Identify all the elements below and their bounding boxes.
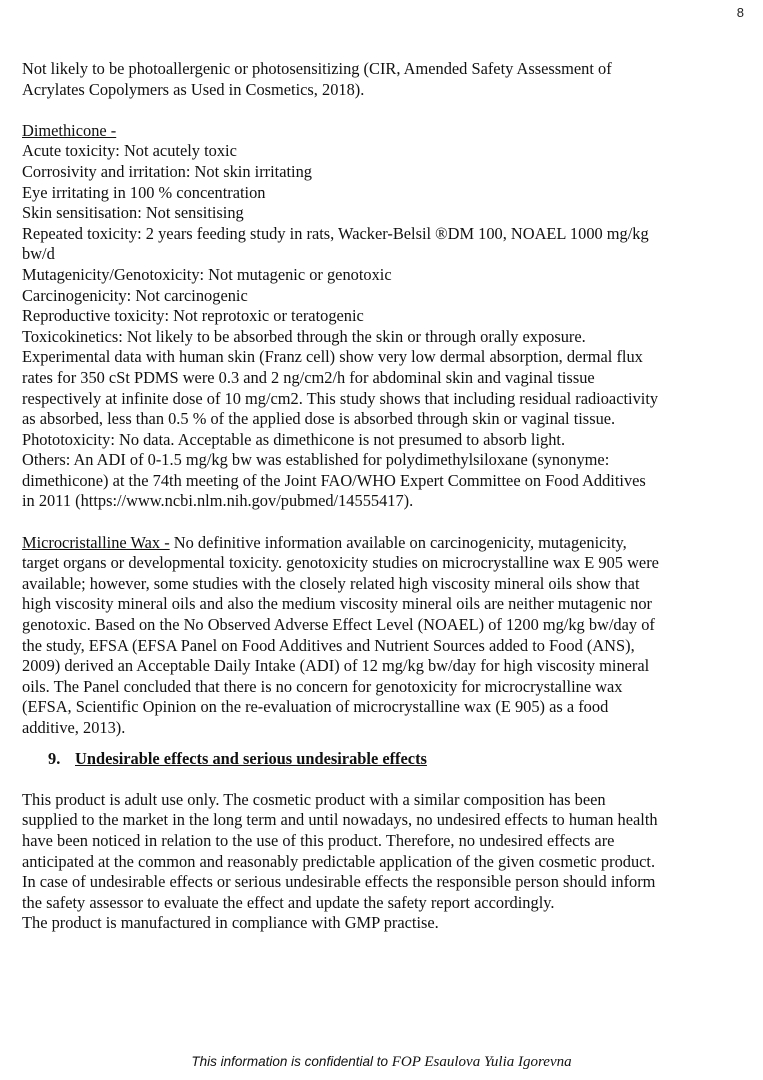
text-line: Toxicokinetics: Not likely to be absorbed through the skin or through orally exposure.	[22, 326, 586, 346]
text-line: Experimental data with human skin (Franz cell) show very low dermal absorption, dermal flux	[22, 347, 643, 367]
text-line: respectively at infinite dose of 10 mg/cm2. This study shows that including residual radioactivity	[22, 388, 659, 408]
text-line: (EFSA, Scientific Opinion on the re-evaluation of microcrystalline wax (E 905) as a food	[22, 697, 609, 717]
text-line: high viscosity mineral oils and also the medium viscosity mineral oils are neither mutagenic nor	[22, 594, 652, 614]
text-line: the safety assessor to evaluate the effect and update the safety report accordingly.	[22, 892, 555, 912]
text-line: Carcinogenicity: Not carcinogenic	[22, 285, 248, 305]
text-line: the study, EFSA (EFSA Panel on Food Additives and Nutrient Sources added to Food (ANS),	[22, 635, 635, 655]
text-line: Skin sensitisation: Not sensitising	[22, 203, 244, 223]
text-line: anticipated at the common and reasonably predictable application of the given cosmetic product.	[22, 851, 656, 871]
text-line: as absorbed, less than 0.5 % of the applied dose is absorbed through skin or vaginal tissue.	[22, 409, 616, 429]
wax-first-line	[22, 533, 744, 554]
text-line: Repeated toxicity: 2 years feeding study in rats, Wacker-Belsil ®DM 100, NOAEL 1000 mg/kg	[22, 223, 649, 243]
dimethicone-section	[22, 141, 744, 512]
confidentiality-footer	[0, 1054, 763, 1071]
text-line: Acute toxicity: Not acutely toxic	[22, 141, 237, 161]
wax-first-line-text: No definitive information available on carcinogenicity, mutagenicity,	[169, 532, 627, 552]
text-line: oils. The Panel concluded that there is no concern for genotoxicity for microcrystalline wax	[22, 676, 623, 696]
text-line: supplied to the market in the long term and until nowadays, no undesired effects to human health	[22, 810, 658, 830]
intro-line: Not likely to be photoallergenic or photosensitizing (CIR, Amended Safety Assessment of	[22, 59, 612, 78]
text-line: Reproductive toxicity: Not reprotoxic or teratogenic	[22, 306, 364, 326]
text-line: This product is adult use only. The cosmetic product with a similar composition has been	[22, 789, 606, 809]
text-line: Mutagenicity/Genotoxicity: Not mutagenic or genotoxic	[22, 264, 392, 284]
text-line: available; however, some studies with the closely related high viscosity mineral oils show that	[22, 573, 640, 593]
footer-company-name: FOP Esaulova Yulia Igorevna	[391, 1054, 572, 1070]
text-line: bw/d	[22, 244, 55, 264]
text-line: 2009) derived an Acceptable Daily Intake (ADI) of 12 mg/kg bw/day for high viscosity mineral	[22, 656, 650, 676]
text-line: Phototoxicity: No data. Acceptable as dimethicone is not presumed to absorb light.	[22, 429, 566, 449]
section-title: Undesirable effects and serious undesirable effects	[75, 748, 427, 768]
text-line: target organs or developmental toxicity. genotoxicity studies on microcrystalline wax E 905 were	[22, 553, 659, 573]
page-number: 8	[736, 5, 744, 20]
wax-title: Microcristalline Wax -	[22, 532, 170, 552]
text-line: Corrosivity and irritation: Not skin irritating	[22, 161, 312, 181]
section-heading	[22, 749, 744, 770]
text-line: genotoxic. Based on the No Observed Adverse Effect Level (NOAEL) of 1200 mg/kg bw/day of	[22, 615, 655, 635]
footer-prefix: This information is confidential to	[191, 1054, 392, 1069]
text-line: rates for 350 cSt PDMS were 0.3 and 2 ng/cm2/h for abdominal skin and vaginal tissue	[22, 367, 595, 387]
text-line: additive, 2013).	[22, 718, 126, 737]
text-line: in 2011 (https://www.ncbi.nlm.nih.gov/pubmed/14555417).	[22, 491, 414, 511]
text-line: Eye irritating in 100 % concentration	[22, 182, 266, 202]
text-line: Others: An ADI of 0-1.5 mg/kg bw was established for polydimethylsiloxane (synonyme:	[22, 450, 610, 470]
text-line: dimethicone) at the 74th meeting of the Joint FAO/WHO Expert Committee on Food Additives	[22, 470, 646, 490]
text-line: In case of undesirable effects or serious undesirable effects the responsible person should inform	[22, 872, 656, 892]
document-body	[22, 59, 744, 934]
wax-section	[22, 553, 744, 738]
intro-line: Acrylates Copolymers as Used in Cosmetics, 2018).	[22, 79, 365, 99]
section9-body	[22, 790, 744, 934]
section-number: 9.	[48, 748, 61, 768]
dimethicone-title: Dimethicone -	[22, 120, 117, 140]
text-line: The product is manufactured in compliance with GMP practise.	[22, 913, 439, 933]
text-line: have been noticed in relation to the use of this product. Therefore, no undesired effects are	[22, 830, 615, 850]
